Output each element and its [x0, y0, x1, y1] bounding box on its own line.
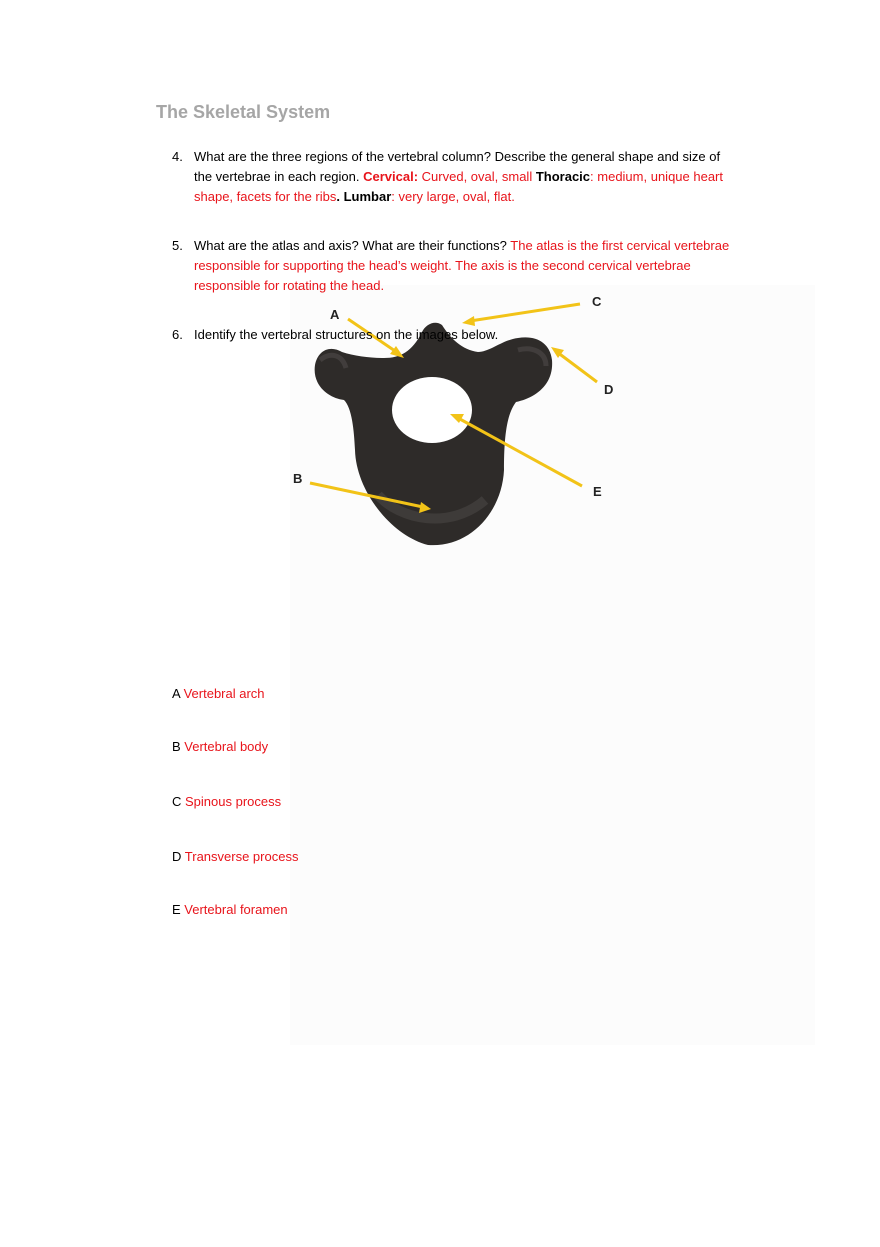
answer-text: The atlas is the first cervical vertebrae responsible for supporting the head’s weight. The axis is the second cervical vertebrae responsible for rotating the head. — [194, 238, 730, 293]
answer-row-a — [172, 685, 265, 703]
answer-row-b — [172, 738, 268, 756]
question-number: 6. — [172, 327, 183, 342]
question-text: Identify the vertebral structures on the images below. — [194, 327, 499, 342]
answer-letter: D — [172, 849, 182, 864]
label-a: A — [330, 307, 340, 322]
page-title: The Skeletal System — [156, 102, 331, 122]
answer-text: Spinous process — [185, 794, 282, 809]
answer-row-d — [172, 848, 298, 866]
question-number: 5. — [172, 238, 183, 253]
label-d: D — [604, 382, 614, 397]
question-4 — [172, 147, 732, 207]
question-6 — [172, 325, 732, 345]
answer-text: Vertebral arch — [183, 686, 265, 701]
label-b: B — [293, 471, 303, 486]
answer-cervical-label: Cervical: — [363, 169, 419, 184]
vertebra-image — [315, 323, 553, 545]
answer-text: Vertebral foramen — [184, 902, 288, 917]
answer-thoracic-label: Thoracic — [535, 169, 591, 184]
answer-row-e — [172, 901, 288, 919]
label-e: E — [593, 484, 602, 499]
question-text: What are the atlas and axis? What are their functions? — [194, 238, 507, 253]
question-number: 4. — [172, 149, 183, 164]
answer-thoracic-text: : medium, unique heart shape, facets for the ribs — [194, 169, 723, 204]
answer-letter: C — [172, 794, 182, 809]
answer-lumbar-label: . Lumbar — [336, 189, 392, 204]
answer-text: Vertebral body — [184, 739, 269, 754]
answer-letter: B — [172, 739, 181, 754]
answer-text: Transverse process — [184, 849, 299, 864]
arrow-d — [557, 352, 597, 382]
label-c: C — [592, 294, 602, 309]
answer-cervical-text: Curved, oval, small — [421, 169, 533, 184]
question-5 — [172, 236, 732, 296]
answer-row-c — [172, 793, 281, 811]
answer-letter: E — [172, 902, 181, 917]
answer-letter: A — [172, 686, 180, 701]
arrow-c — [470, 304, 580, 321]
answer-lumbar-text: : very large, oval, flat. — [391, 189, 515, 204]
vertebral-foramen-hole — [392, 377, 472, 443]
question-text: What are the three regions of the vertebral column? Describe the general shape and size of the vertebrae in each region. — [194, 149, 721, 184]
